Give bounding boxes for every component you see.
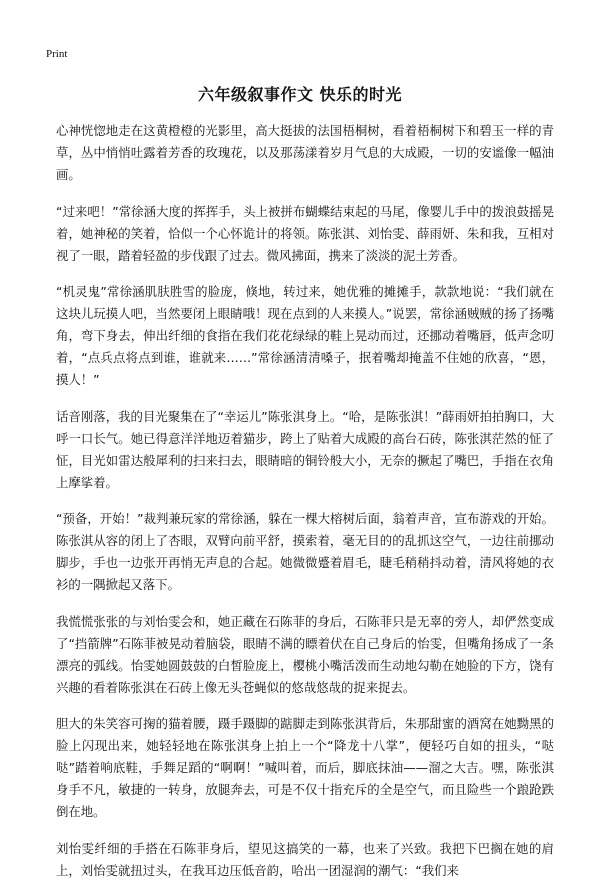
paragraph: 胆大的朱笑容可掬的猫着腰，蹑手蹑脚的踮脚走到陈张淇背后，朱那甜蜜的酒窝在她黝黑的脸上闪现出来，她轻轻地在陈张淇身上拍上一个“降龙十八掌”，便轻巧自如的扭头，“哒哒”踏着响底鞋，手舞足蹈的“啊啊！”喊叫着，而后，脚底抹油——溜之大吉。嘿，陈张淇身手不凡，敏捷的一转身，放腿奔去，可是不仅十指充斥的全是空气，而且险些一个踉跄跌倒在地。	[56, 716, 554, 819]
paragraph: 我慌慌张张的与刘怡雯会和，她正藏在石陈菲的身后，石陈菲只是无辜的旁人，却俨然变成了“挡箭牌”石陈菲被晃动着脑袋，眼睛不满的瞟着伏在自己身后的怡雯，但嘴角扬成了一条漂亮的弧线。怡雯她圆鼓鼓的白皙脸庞上，樱桃小嘴活泼而生动地勾勒在她脸的下方，饶有兴趣的看着陈张淇在石砖上像无头苍蝇似的悠哉悠哉的捉来捉去。	[56, 613, 554, 695]
paragraph: “预备，开始！”裁判兼玩家的常徐涵，躲在一棵大榕树后面，翁着声音，宣布游戏的开始。陈张淇从容的闭上了杏眼，双臂向前平舒，摸索着，毫无目的的乱抓这空气，一边往前挪动脚步，手也一边张开再悄无声息的合起。她微微蹙着眉毛，睫毛稍稍抖动着，清风将她的衣衫的一隅掀起又落下。	[56, 511, 554, 592]
article-title: 六年级叙事作文 快乐的时光	[197, 85, 403, 104]
paragraph: 刘怡雯纤细的手搭在石陈菲身后，望见这搞笑的一幕，也来了兴致。我把下巴搁在她的肩上，刘怡雯就扭过头，在我耳边压低音韵，哈出一团湿润的潮气：“我们来	[56, 840, 554, 878]
article-body	[56, 120, 554, 896]
paragraph: 话音刚落，我的目光聚集在了“幸运儿”陈张淇身上。“哈，是陈张淇！”薛雨妍拍拍胸口，大呼一口长气。她已得意洋洋地迈着猫步，跨上了贴着大成殿的高台石砖，陈张淇茫然的怔了怔，目光如雷达般犀利的扫来扫去，眼睛暗的铜铃般大小，无奈的撅起了嘴巴，手指在衣角上摩挲着。	[56, 408, 554, 490]
paragraph: 心神恍惚地走在这黄橙橙的光影里，高大挺拔的法国梧桐树，看着梧桐树下和碧玉一样的青草，丛中悄悄吐露着芳香的玫瑰花，以及那荡漾着岁月气息的大成殿，一切的安谧像一幅油画。	[56, 123, 554, 182]
paragraph: “机灵鬼”常徐涵肌肤胜雪的脸庞，倏地，转过来，她优雅的摊摊手，款款地说：“我们就在这块儿玩摸人吧，当然要闭上眼睛哦！现在点到的人来摸人。”说罢，常徐涵贼贼的扬了扬嘴角，弯下身去，伸出纤细的食指在我们花花绿绿的鞋上晃动而过，还挪动着嘴唇，低声念叨着，“点兵点将点到谁，谁就来……”常徐涵清清嗓子，抿着嘴却掩盖不住她的欣喜，“恩，摸人！”	[56, 284, 554, 387]
print-link[interactable]: Print	[46, 48, 68, 60]
paragraph: “过来吧！”常徐涵大度的挥挥手，头上被拼布蝴蝶结束起的马尾，像婴儿手中的拨浪鼓摇晃着，她神秘的笑着，恰似一个心怀诡计的将领。陈张淇、刘怡雯、薛雨妍、朱和我，互相对视了一眼，踏着轻盈的步伐跟了过去。微风拂面，携来了淡淡的泥土芳香。	[56, 203, 554, 263]
